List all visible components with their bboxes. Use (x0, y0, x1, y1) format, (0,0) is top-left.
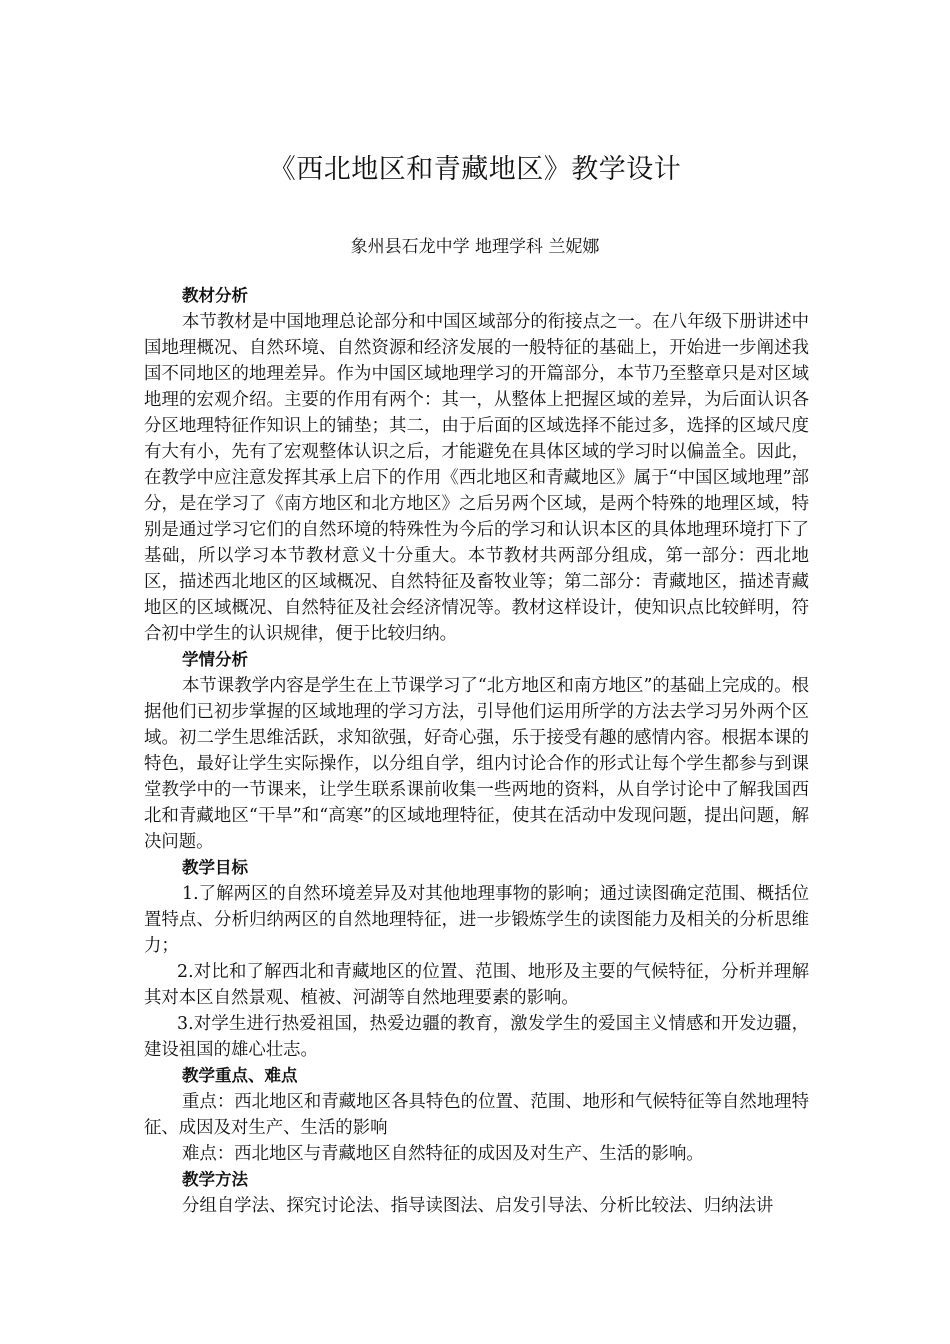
document-title: 《西北地区和青藏地区》教学设计 (268, 154, 682, 185)
difficult-point-paragraph: 难点：西北地区与青藏地区自然特征的成因及对生产、生活的影响。 (182, 1144, 704, 1164)
section-heading-key-difficult: 教学重点、难点 (182, 1066, 298, 1085)
document-body (144, 283, 809, 1219)
goal-item-1: 1.了解两区的自然环境差异及对其他地理事物的影响；通过读图确定范围、概括位置特点、分析归纳两区的自然地理特征，进一步锻炼学生的读图能力及相关的分析思维力； (144, 884, 809, 956)
goal-item-2: 2.对比和了解西北和青藏地区的位置、范围、地形及主要的气候特征，分析并理解其对本区自然景观、植被、河湖等自然地理要素的影响。 (144, 962, 809, 1008)
paragraph-teaching-methods: 分组自学法、探究讨论法、指导读图法、启发引导法、分析比较法、归纳法讲 (182, 1196, 774, 1216)
paragraph-textbook-analysis: 本节教材是中国地理总论部分和中国区域部分的衔接点之一。在八年级下册讲述中国地理概况、自然环境、自然资源和经济发展的一般特征的基础上，开始进一步阐述我国不同地区的地理差异。作为中国区域地理学习的开篇部分，本节乃至整章只是对区域地理的宏观介绍。主要的作用有两个：其一，从整体上把握区域的差异，为后面认识各分区地理特征作知识上的铺垫；其二，由于后面的区域选择不能过多，选择的区域尺度有大有小，先有了宏观整体认识之后，才能避免在具体区域的学习时以偏盖全。因此，在教学中应注意发挥其承上启下的作用《西北地区和青藏地区》属于“中国区域地理”部分，是在学习了《南方地区和北方地区》之后另两个区域，是两个特殊的地理区域，特别是通过学习它们的自然环境的特殊性为今后的学习和认识本区的具体地理环境打下了基础，所以学习本节教材意义十分重大。本节教材共两部分组成，第一部分：西北地区，描述西北地区的区域概况、自然特征及畜牧业等；第二部分：青藏地区，描述青藏地区的区域概况、自然特征及社会经济情况等。教材这样设计，使知识点比较鲜明，符合初中学生的认识规律，便于比较归纳。 (144, 312, 809, 644)
paragraph-student-analysis: 本节课教学内容是学生在上节课学习了“北方地区和南方地区”的基础上完成的。根据他们已初步掌握的区域地理的学习方法，引导他们运用所学的方法去学习另外两个区域。初二学生思维活跃，求知欲强，好奇心强，乐于接受有趣的感情内容。根据本课的特色，最好让学生实际操作，以分组自学，组内讨论合作的形式让每个学生都参与到课堂教学中的一节课来，让学生联系课前收集一些两地的资料，从自学讨论中了解我国西北和青藏地区“干旱”和“高寒”的区域地理特征，使其在活动中发现问题，提出问题，解决问题。 (144, 676, 809, 852)
author-line: 象州县石龙中学 地理学科 兰妮娜 (350, 237, 600, 257)
section-heading-teaching-goals: 教学目标 (182, 858, 248, 877)
section-heading-textbook-analysis: 教材分析 (182, 286, 248, 305)
section-heading-student-analysis: 学情分析 (182, 650, 248, 669)
key-point-paragraph: 重点：西北地区和青藏地区各具特色的位置、范围、地形和气候特征等自然地理特征、成因及对生产、生活的影响 (144, 1092, 809, 1138)
goal-item-3: 3.对学生进行热爱祖国，热爱边疆的教育，激发学生的爱国主义情感和开发边疆，建设祖国的雄心壮志。 (144, 1014, 809, 1060)
section-heading-teaching-methods: 教学方法 (182, 1170, 248, 1189)
